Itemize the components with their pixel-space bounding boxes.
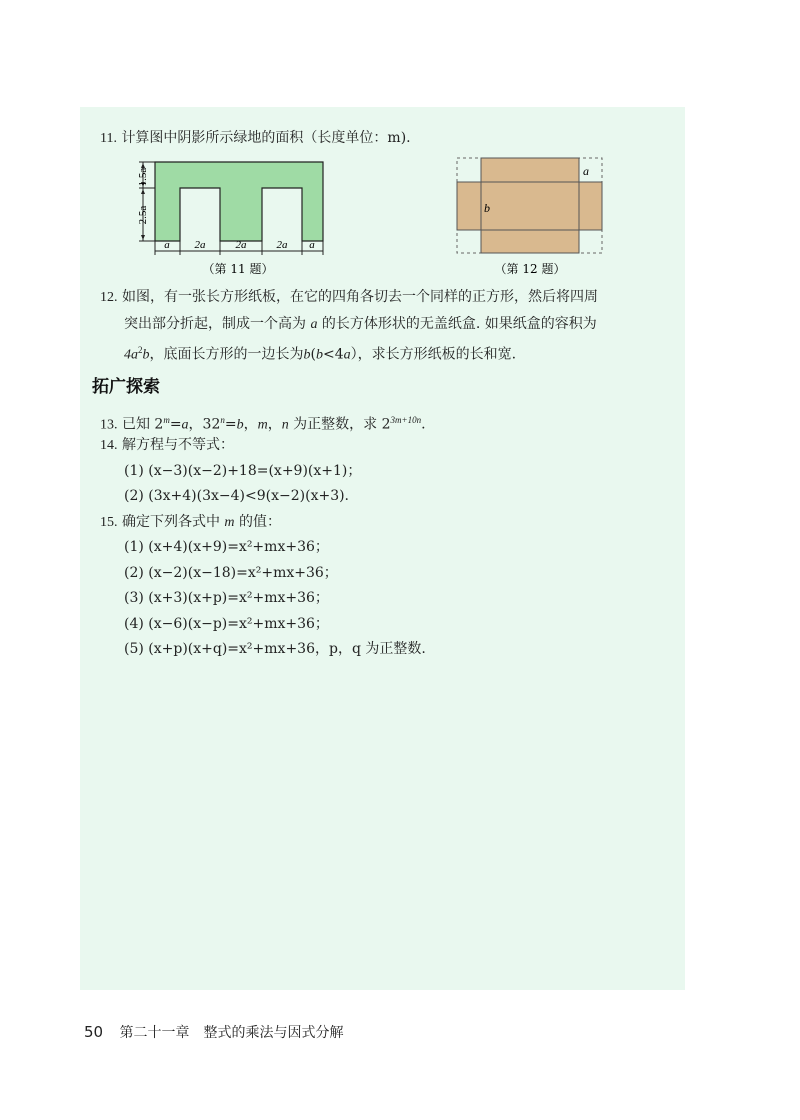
box-net-shape: [457, 158, 602, 253]
figure-11-caption: （第 11 题）: [202, 262, 274, 276]
problem-13: 13. 已知 $2^m=a$，$32^n=b$，m，n 为正整数，求 $2^{3m+10n}$.: [100, 415, 426, 433]
label-b: b: [484, 201, 490, 215]
figure-12-caption: （第 12 题）: [494, 262, 566, 276]
problem-15-sub1: (1) (x+4)(x+9)=x²+mx+36；: [124, 539, 329, 555]
figure-12: [455, 155, 605, 280]
chapter-title: 第二十一章 整式的乘法与因式分解: [119, 1025, 344, 1041]
dim-bottom-5: a: [309, 239, 315, 251]
problem-15-sub3: (3) (x+3)(x+p)=x²+mx+36；: [124, 590, 329, 606]
dim-2-5a: 2.5a: [137, 205, 149, 225]
problem-15-sub4: (4) (x−6)(x−p)=x²+mx+36；: [124, 616, 329, 632]
page-footer: [84, 1022, 344, 1042]
section-title: 拓广探索: [92, 377, 160, 397]
dim-bottom-2: 2a: [194, 239, 206, 251]
problem-15-sub2: (2) (x−2)(x−18)=x²+mx+36；: [124, 565, 338, 581]
green-plot-shape: [155, 162, 323, 241]
page-number: 50: [84, 1023, 104, 1041]
dim-bottom-3: 2a: [235, 239, 247, 251]
dim-bottom-4: 2a: [276, 239, 288, 251]
problem-11: 11. 计算图中阴影所示绿地的面积（长度单位：m).: [100, 130, 411, 146]
figure-11: [130, 155, 330, 280]
problem-12-line3: $4a^2b$，底面长方形的一边长为b(b<4a），求长方形纸板的长和宽.: [124, 345, 517, 363]
dim-bottom-1: a: [164, 239, 170, 251]
problem-14: 14. 解方程与不等式：: [100, 437, 234, 453]
problem-15: 15. 确定下列各式中 m 的值：: [100, 514, 281, 530]
problem-12-line2: 突出部分折起，制成一个高为 a 的长方体形状的无盖纸盒. 如果纸盒的容积为: [124, 316, 597, 332]
problem-14-sub2: (2) (3x+4)(3x−4)<9(x−2)(x+3).: [124, 488, 350, 504]
problem-14-sub1: (1) (x−3)(x−2)+18=(x+9)(x+1)；: [124, 463, 362, 479]
label-a: a: [583, 164, 589, 178]
problem-15-sub5: (5) (x+p)(x+q)=x²+mx+36，p，q 为正整数.: [124, 641, 426, 657]
dim-1-5a: 1.5a: [137, 167, 149, 187]
problem-12-line1: 12. 如图，有一张长方形纸板，在它的四角各切去一个同样的正方形，然后将四周: [100, 289, 598, 305]
